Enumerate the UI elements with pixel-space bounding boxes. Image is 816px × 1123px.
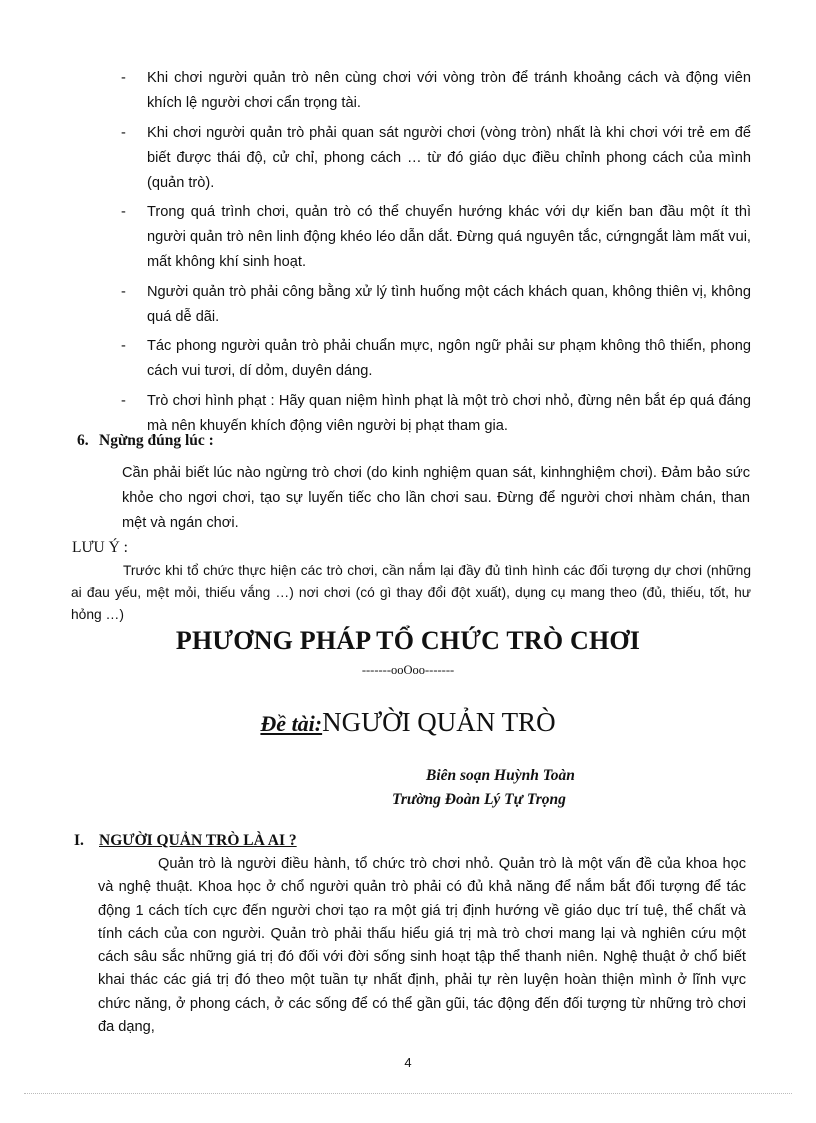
note-label: LƯU Ý : (72, 539, 128, 556)
organization-line: Trường Đoàn Lý Tự Trọng (392, 791, 566, 808)
list-item-text: Tác phong người quản trò phải chuẩn mực, ngôn ngữ phải sư phạm không thô thiển, phong cách vui tươi, dí dỏm, duyên dáng. (147, 338, 751, 379)
list-item-text: Trong quá trình chơi, quản trò có thể chuyển hướng khác với dự kiến ban đầu một ít thì người quản trò nên linh động khéo léo dẫn dắt. Đừng quá nguyên tắc, cứngngắt làm mất vui, mất không khí sinh hoạt. (147, 204, 751, 270)
section-title: NGƯỜI QUẢN TRÒ LÀ AI ? (99, 832, 297, 849)
author-line: Biên soạn Huỳnh Toàn (426, 767, 575, 784)
list-item-text: Khi chơi người quản trò phải quan sát người chơi (vòng tròn) nhất là khi chơi với trẻ em để biết được thái độ, cử chỉ, phong cách … từ đó giáo dục điều chỉnh phong cách của mình (quản trò). (147, 124, 751, 191)
author-credit (392, 764, 575, 812)
section-1-heading (74, 832, 297, 850)
bullet-marker: - (121, 204, 126, 220)
bullet-marker: - (121, 338, 126, 354)
bullet-marker: - (121, 124, 126, 141)
section-title: Ngừng đúng lúc : (99, 432, 214, 449)
topic-label: Đề tài: (260, 711, 323, 736)
list-item-text: Người quản trò phải công bằng xử lý tình huống một cách khách quan, không thiên vị, không quá dễ dãi. (147, 283, 751, 325)
title-divider: -------ooOoo------- (361, 663, 455, 677)
bullet-marker: - (121, 283, 126, 300)
bullet-marker: - (121, 70, 126, 86)
list-item (121, 200, 751, 275)
list-item (121, 334, 751, 384)
section-6-heading (77, 432, 214, 450)
list-item (121, 280, 751, 330)
list-item (121, 389, 751, 439)
section-1-paragraph: Quản trò là người điều hành, tổ chức trò chơi nhỏ. Quản trò là một vấn đề của khoa học và nghệ thuật. Khoa học ở chổ người quản trò phải có đủ khả năng để nắm bắt đối tượng để tác động 1 cách tích cực đến người chơi tạo ra một giá trị định hướng về giáo dục trí tuệ, thể chất và tính cách của con người. Quản trò phải thấu hiểu giá trị mà trò chơi mang lại và nghiên cứu một cách sâu sắc những giá trị đó đối với đời sống sinh hoạt tập thể thanh niên. Nghệ thuật ở chổ biết khai thác các giá trị đó theo một tuần tự nhất định, phải tự rèn luyện hoàn thiện mình ở lĩnh vực chức năng, ở phong cách, ở các sống để có thể gần gũi, tác động đến đối tượng từ những trò chơi đa dạng, (98, 856, 746, 1036)
list-item (121, 121, 751, 196)
topic-title: NGƯỜI QUẢN TRÒ (322, 707, 556, 737)
document-title: PHƯƠNG PHÁP TỔ CHỨC TRÒ CHƠI (175, 626, 641, 655)
section-6-paragraph: Cần phải biết lúc nào ngừng trò chơi (do kinh nghiệm quan sát, kinhnghiệm chơi). Đảm bảo sức khỏe cho ngơi chơi, tạo sự luyến tiếc cho lần chơi sau. Đừng để người chơi nhàm chán, than mệt và ngán chơi. (122, 465, 750, 531)
topic-heading (0, 707, 816, 738)
note-paragraph: Trước khi tổ chức thực hiện các trò chơi, cần nắm lại đầy đủ tình hình các đối tượng dự chơi (những ai đau yếu, mệt mỏi, thiếu vắng …) nơi chơi (có gì thay đổi đột xuất), dụng cụ mang theo (đủ, thiếu, tốt, hư hỏng …) (71, 563, 751, 622)
list-item-text: Khi chơi người quản trò nên cùng chơi với vòng tròn để tránh khoảng cách và động viên khích lệ người chơi cẩn trọng tài. (147, 70, 751, 111)
bullet-marker: - (121, 392, 126, 409)
page-number: 4 (404, 1055, 412, 1070)
list-item-text: Trò chơi hình phạt : Hãy quan niệm hình phạt là một trò chơi nhỏ, đừng nên bắt ép quá đáng mà nên khuyến khích động viên người bị phạt tham gia. (147, 392, 751, 434)
page-bottom-rule (24, 1093, 792, 1094)
list-item (121, 66, 751, 116)
section-number: I. (74, 832, 84, 849)
section-number: 6. (77, 432, 89, 449)
guideline-bullet-list (121, 66, 751, 443)
